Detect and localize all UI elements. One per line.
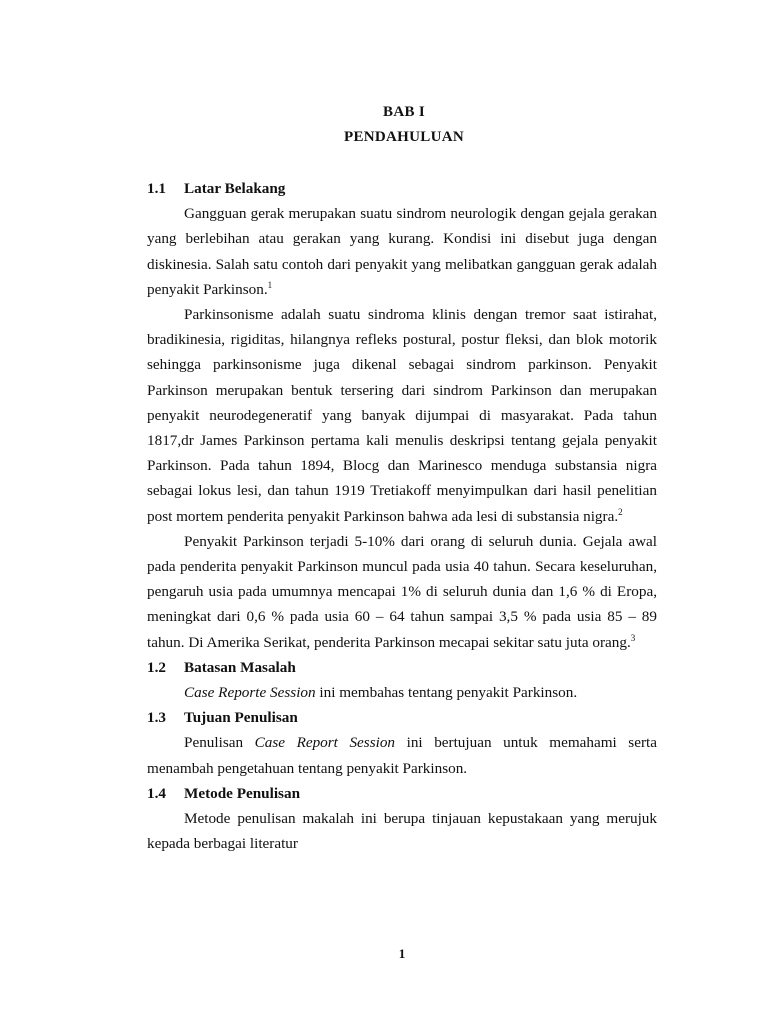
section-number: 1.3 bbox=[147, 709, 166, 727]
footnote-ref: 1 bbox=[267, 279, 273, 290]
paragraph bbox=[147, 680, 657, 705]
section-title: Metode Penulisan bbox=[184, 784, 301, 802]
section-number: 1.1 bbox=[147, 180, 166, 197]
paragraph-text: ini bertujuan untuk memahami serta menambah pengetahuan tentang penyakit Parkinson. bbox=[147, 734, 657, 777]
paragraph bbox=[147, 302, 657, 529]
section-title: Batasan Masalah bbox=[184, 658, 296, 676]
italic-term: Case Reporte Session bbox=[184, 684, 316, 702]
paragraph bbox=[147, 201, 657, 302]
paragraph-text: Gangguan gerak merupakan suatu sindrom neurologik dengan gejala gerakan yang berlebihan atau gerakan yang kurang. Kondisi ini disebut juga dengan diskinesia. Salah satu contoh dari penyakit yang melibatkan gangguan gerak adalah penyakit Parkinson. bbox=[147, 205, 657, 298]
section-tujuan-penulisan bbox=[147, 705, 657, 781]
footnote-ref: 3 bbox=[630, 632, 636, 643]
paragraph bbox=[147, 806, 657, 856]
paragraph-text: Penyakit Parkinson terjadi 5-10% dari orang di seluruh dunia. Gejala awal pada penderita penyakit Parkinson muncul pada usia 40 tahun. Secara keseluruhan, pengaruh usia pada umumnya mencapai 1% di seluruh dunia dan 1,6 % di Eropa, meningkat dari 0,6 % pada usia 60 – 64 tahun sampai 3,5 % pada usia 85 – 89 tahun. Di Amerika Serikat, penderita Parkinson mecapai sekitar satu juta orang. bbox=[147, 532, 657, 651]
chapter-number: BAB I bbox=[383, 104, 425, 120]
section-heading bbox=[147, 781, 657, 806]
document-body bbox=[147, 176, 657, 856]
paragraph-text: Metode penulisan makalah ini berupa tinjauan kepustakaan yang merujuk kepada berbagai literatur bbox=[147, 810, 657, 853]
italic-term: Case Report Session bbox=[254, 734, 396, 752]
section-heading bbox=[147, 655, 657, 680]
paragraph bbox=[147, 529, 657, 655]
paragraph-text: ini membahas tentang penyakit Parkinson. bbox=[315, 684, 578, 702]
chapter-title: PENDAHULUAN bbox=[344, 129, 464, 145]
section-latar-belakang bbox=[147, 176, 657, 655]
section-batasan-masalah bbox=[147, 655, 657, 705]
page-number: 1 bbox=[398, 946, 406, 961]
paragraph bbox=[147, 730, 657, 780]
paragraph-text: Penulisan bbox=[184, 734, 255, 752]
section-number: 1.4 bbox=[147, 784, 166, 802]
section-heading bbox=[147, 705, 657, 730]
section-number: 1.2 bbox=[147, 658, 166, 676]
section-heading bbox=[147, 176, 657, 201]
footnote-ref: 2 bbox=[618, 506, 623, 517]
section-metode-penulisan bbox=[147, 781, 657, 857]
section-title: Latar Belakang bbox=[184, 180, 286, 197]
section-title: Tujuan Penulisan bbox=[184, 709, 298, 727]
paragraph-text: Parkinsonisme adalah suatu sindroma klinis dengan tremor saat istirahat, bradikinesia, rigiditas, hilangnya refleks postural, postur fleksi, dan blok motorik sehingga parkinsonisme juga dikenal sebagai sindrom parkinson. Penyakit Parkinson merupakan bentuk tersering dari sindrom Parkinson dan merupakan penyakit neurodegeneratif yang banyak dijumpai di masyarakat. Pada tahun 1817,dr James Parkinson pertama kali menulis deskripsi tentang gejala penyakit Parkinson. Pada tahun 1894, Blocg dan Marinesco menduga substansia nigra sebagai lokus lesi, dan tahun 1919 Tretiakoff menyimpulkan dari hasil penelitian post mortem penderita penyakit Parkinson bahwa ada lesi di substansia nigra. bbox=[147, 306, 657, 525]
